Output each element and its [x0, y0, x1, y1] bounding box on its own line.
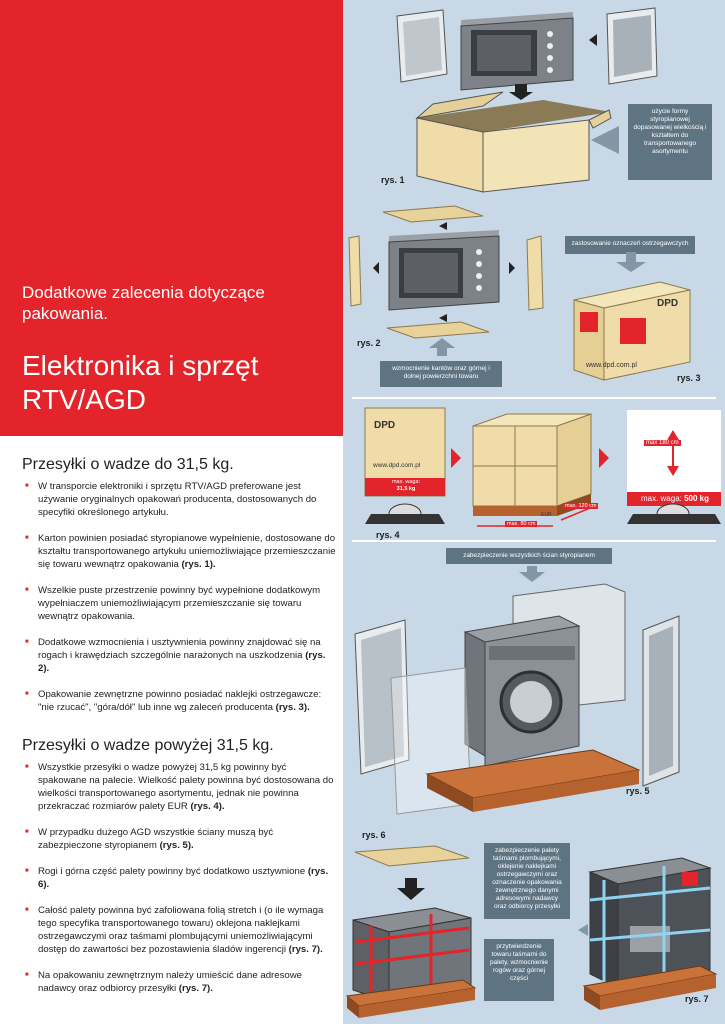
eur-mark: EUR — [541, 512, 552, 518]
list-item — [22, 865, 337, 891]
note-foam-form: użycie formy styropianowej dopasowanej wielkością i kształtem do transportowanego asortymentu — [628, 104, 712, 180]
list-item — [22, 826, 337, 852]
list-item-text: Karton powinien posiadać styropianowe wypełnienie, dostosowane do kształtu transportowanego artykułu uniemożliwiające przemieszczanie się towaru wewnątrz opakowania — [38, 533, 336, 570]
corner-protector — [349, 236, 361, 306]
pallet-with-boxes — [473, 414, 591, 516]
list-item — [22, 480, 337, 519]
section-heading: Przesyłki o wadze do 31,5 kg. — [22, 456, 234, 473]
figure-label: rys. 4 — [376, 530, 400, 540]
figure-reference: (rys. 3). — [275, 702, 310, 713]
figure-reference: (rys. 6). — [38, 866, 329, 890]
warning-sticker — [682, 872, 698, 886]
list-item-text: Opakowanie zewnętrzne powinno posiadać naklejki ostrzegawcze: "nie rzucać", "góra/dół" lub inne wg zaleceń producenta — [38, 689, 322, 713]
washing-machine-icon — [465, 616, 579, 766]
list-item-text: Całość palety powinna być zafoliowana folią stretch i (o ile wymaga tego specyfika transportowanego towaru) oklejona naklejkami ostrzegawczymi oraz taśmami plombującymi uniemożliwiającymi dostęp do zawartości bez pozostawienia śladów ingerencji — [38, 905, 324, 955]
note-strapping: przytwierdzenie towaru taśmami do palety, wzmocnienie rogów oraz górnej części — [484, 939, 554, 1001]
arrow-right-icon — [599, 448, 609, 468]
arrow-left-icon — [578, 924, 588, 936]
list-item — [22, 584, 337, 623]
list-item-text: Wszystkie przesyłki o wadze powyżej 31,5 kg powinny być spakowane na palecie. Wielkość palety powinna być dostosowana do wielkości transportowanego asortymentu, jednak nie powinna przekraczać rozmiarów palety EUR — [38, 762, 334, 812]
dimension-height: max 180 cm — [646, 440, 679, 446]
figure-rys4 — [343, 400, 725, 540]
figure-reference: (rys. 7). — [178, 983, 213, 994]
figure-rys3 — [560, 252, 720, 392]
arrow-right-icon — [451, 448, 461, 468]
microwave-icon — [389, 230, 499, 310]
arrow-down-icon — [616, 252, 646, 272]
note-warning-labels: zastosowanie oznaczeń ostrzegawczych — [565, 236, 695, 254]
figure-reference: (rys. 7). — [288, 944, 323, 955]
list-item-text: Rogi i górna część palety powinny być dodatkowo usztywnione — [38, 866, 308, 877]
hero-banner — [0, 0, 343, 436]
figure-label: rys. 1 — [381, 175, 405, 185]
note-seal-tapes: zabezpieczenie palety taśmami plombującymi, oklejenie naklejkami ostrzegawczymi oraz oznaczenie opakowania zewnętrznego danymi adresowymi nadawcy oraz odbiorcy przesyłki — [484, 843, 570, 919]
list-item — [22, 532, 337, 571]
figure-reference: (rys. 1). — [181, 559, 216, 570]
scale-icon — [627, 514, 721, 524]
hero-intro: Dodatkowe zalecenia dotyczące pakowania. — [22, 283, 265, 323]
figure-label: rys. 7 — [685, 994, 709, 1004]
hero-title: Elektronika i sprzęt RTV/AGD — [22, 350, 259, 415]
arrow-left-icon — [591, 126, 619, 154]
arrow-up-icon — [429, 338, 455, 348]
arrow-left-icon — [589, 34, 597, 46]
list-item-text: Wszelkie puste przestrzenie powinny być wypełnione dodatkowym wypełniaczem uniemożliwiającym przemieszczanie się towaru wewnątrz opakowania. — [38, 585, 321, 622]
dpd-logo: DPD — [374, 420, 396, 431]
dimension-width: max. 80 cm — [507, 521, 536, 527]
section-light-parcels — [22, 456, 337, 727]
corner-protector — [527, 236, 543, 310]
figure-rys5 — [343, 560, 725, 820]
list-item-text: W przypadku dużego AGD wszystkie ściany muszą być zabezpieczone styropianem — [38, 827, 274, 851]
list-item — [22, 636, 337, 675]
arrow-right-icon — [373, 262, 379, 274]
arrow-down-icon — [439, 222, 447, 230]
list-item — [22, 761, 337, 813]
figure-reference: (rys. 5). — [159, 840, 194, 851]
figure-rys6 — [343, 842, 488, 1024]
open-cardboard-box — [417, 92, 611, 192]
dpd-logo: DPD — [657, 298, 679, 309]
divider — [352, 540, 716, 542]
box-url: www.dpd.com.pl — [373, 462, 421, 469]
section-heavy-parcels — [22, 737, 337, 1008]
arrow-down-icon — [397, 888, 425, 900]
figure-label: rys. 6 — [362, 830, 386, 840]
list-item-text: Dodatkowe wzmocnienia i usztywnienia powinny znajdować się na rogach i krawędziach szczególnie narażonych na uszkodzenia — [38, 637, 321, 661]
small-weight-label: max. waga: 31,5 kg — [391, 479, 421, 492]
recommendation-list — [22, 480, 337, 714]
figure-reference: (rys. 4). — [190, 801, 225, 812]
arrow-down-icon — [519, 566, 545, 582]
arrow-left-icon — [509, 262, 515, 274]
foam-board-bottom — [387, 322, 489, 338]
list-item — [22, 904, 337, 956]
list-item-text: Na opakowaniu zewnętrznym należy umieścić dane adresowe nadawcy oraz odbiorcy przesyłki — [38, 970, 302, 994]
note-reinforcement: wzmocnienie kantów oraz górnej i dolnej powierzchni towaru — [380, 361, 502, 387]
list-item-text: W transporcie elektroniki i sprzętu RTV/AGD preferowane jest używanie oryginalnych opakowań producenta, dostosowanych do specyfiki określonego artykułu. — [38, 481, 317, 518]
dimension-depth: max. 120 cm — [565, 503, 597, 509]
list-item — [22, 688, 337, 714]
section-heading: Przesyłki o wadze powyżej 31,5 kg. — [22, 737, 274, 754]
handle-with-care-sticker — [620, 318, 646, 344]
fragile-sticker — [580, 312, 598, 332]
figure-label: rys. 2 — [357, 338, 381, 348]
note-foam-walls: zabezpieczenie wszystkich ścian styropianem — [446, 548, 612, 564]
recommendation-list — [22, 761, 337, 995]
arrow-up-icon — [439, 314, 447, 322]
box-url: www.dpd.com.pl — [586, 362, 637, 369]
arrow-down-icon — [509, 84, 533, 100]
scale-icon — [365, 514, 445, 524]
figure-label: rys. 5 — [626, 786, 650, 796]
figure-reference: (rys. 2). — [38, 650, 326, 674]
microwave-icon — [461, 12, 573, 90]
big-weight-label: max. waga: 500 kg — [640, 494, 710, 503]
foam-panel-left — [397, 10, 447, 82]
foam-board-top — [383, 206, 483, 222]
figure-label: rys. 3 — [677, 373, 701, 383]
divider — [352, 397, 716, 399]
list-item — [22, 969, 337, 995]
foam-panel-right — [607, 8, 657, 84]
foam-board-top — [355, 846, 469, 866]
